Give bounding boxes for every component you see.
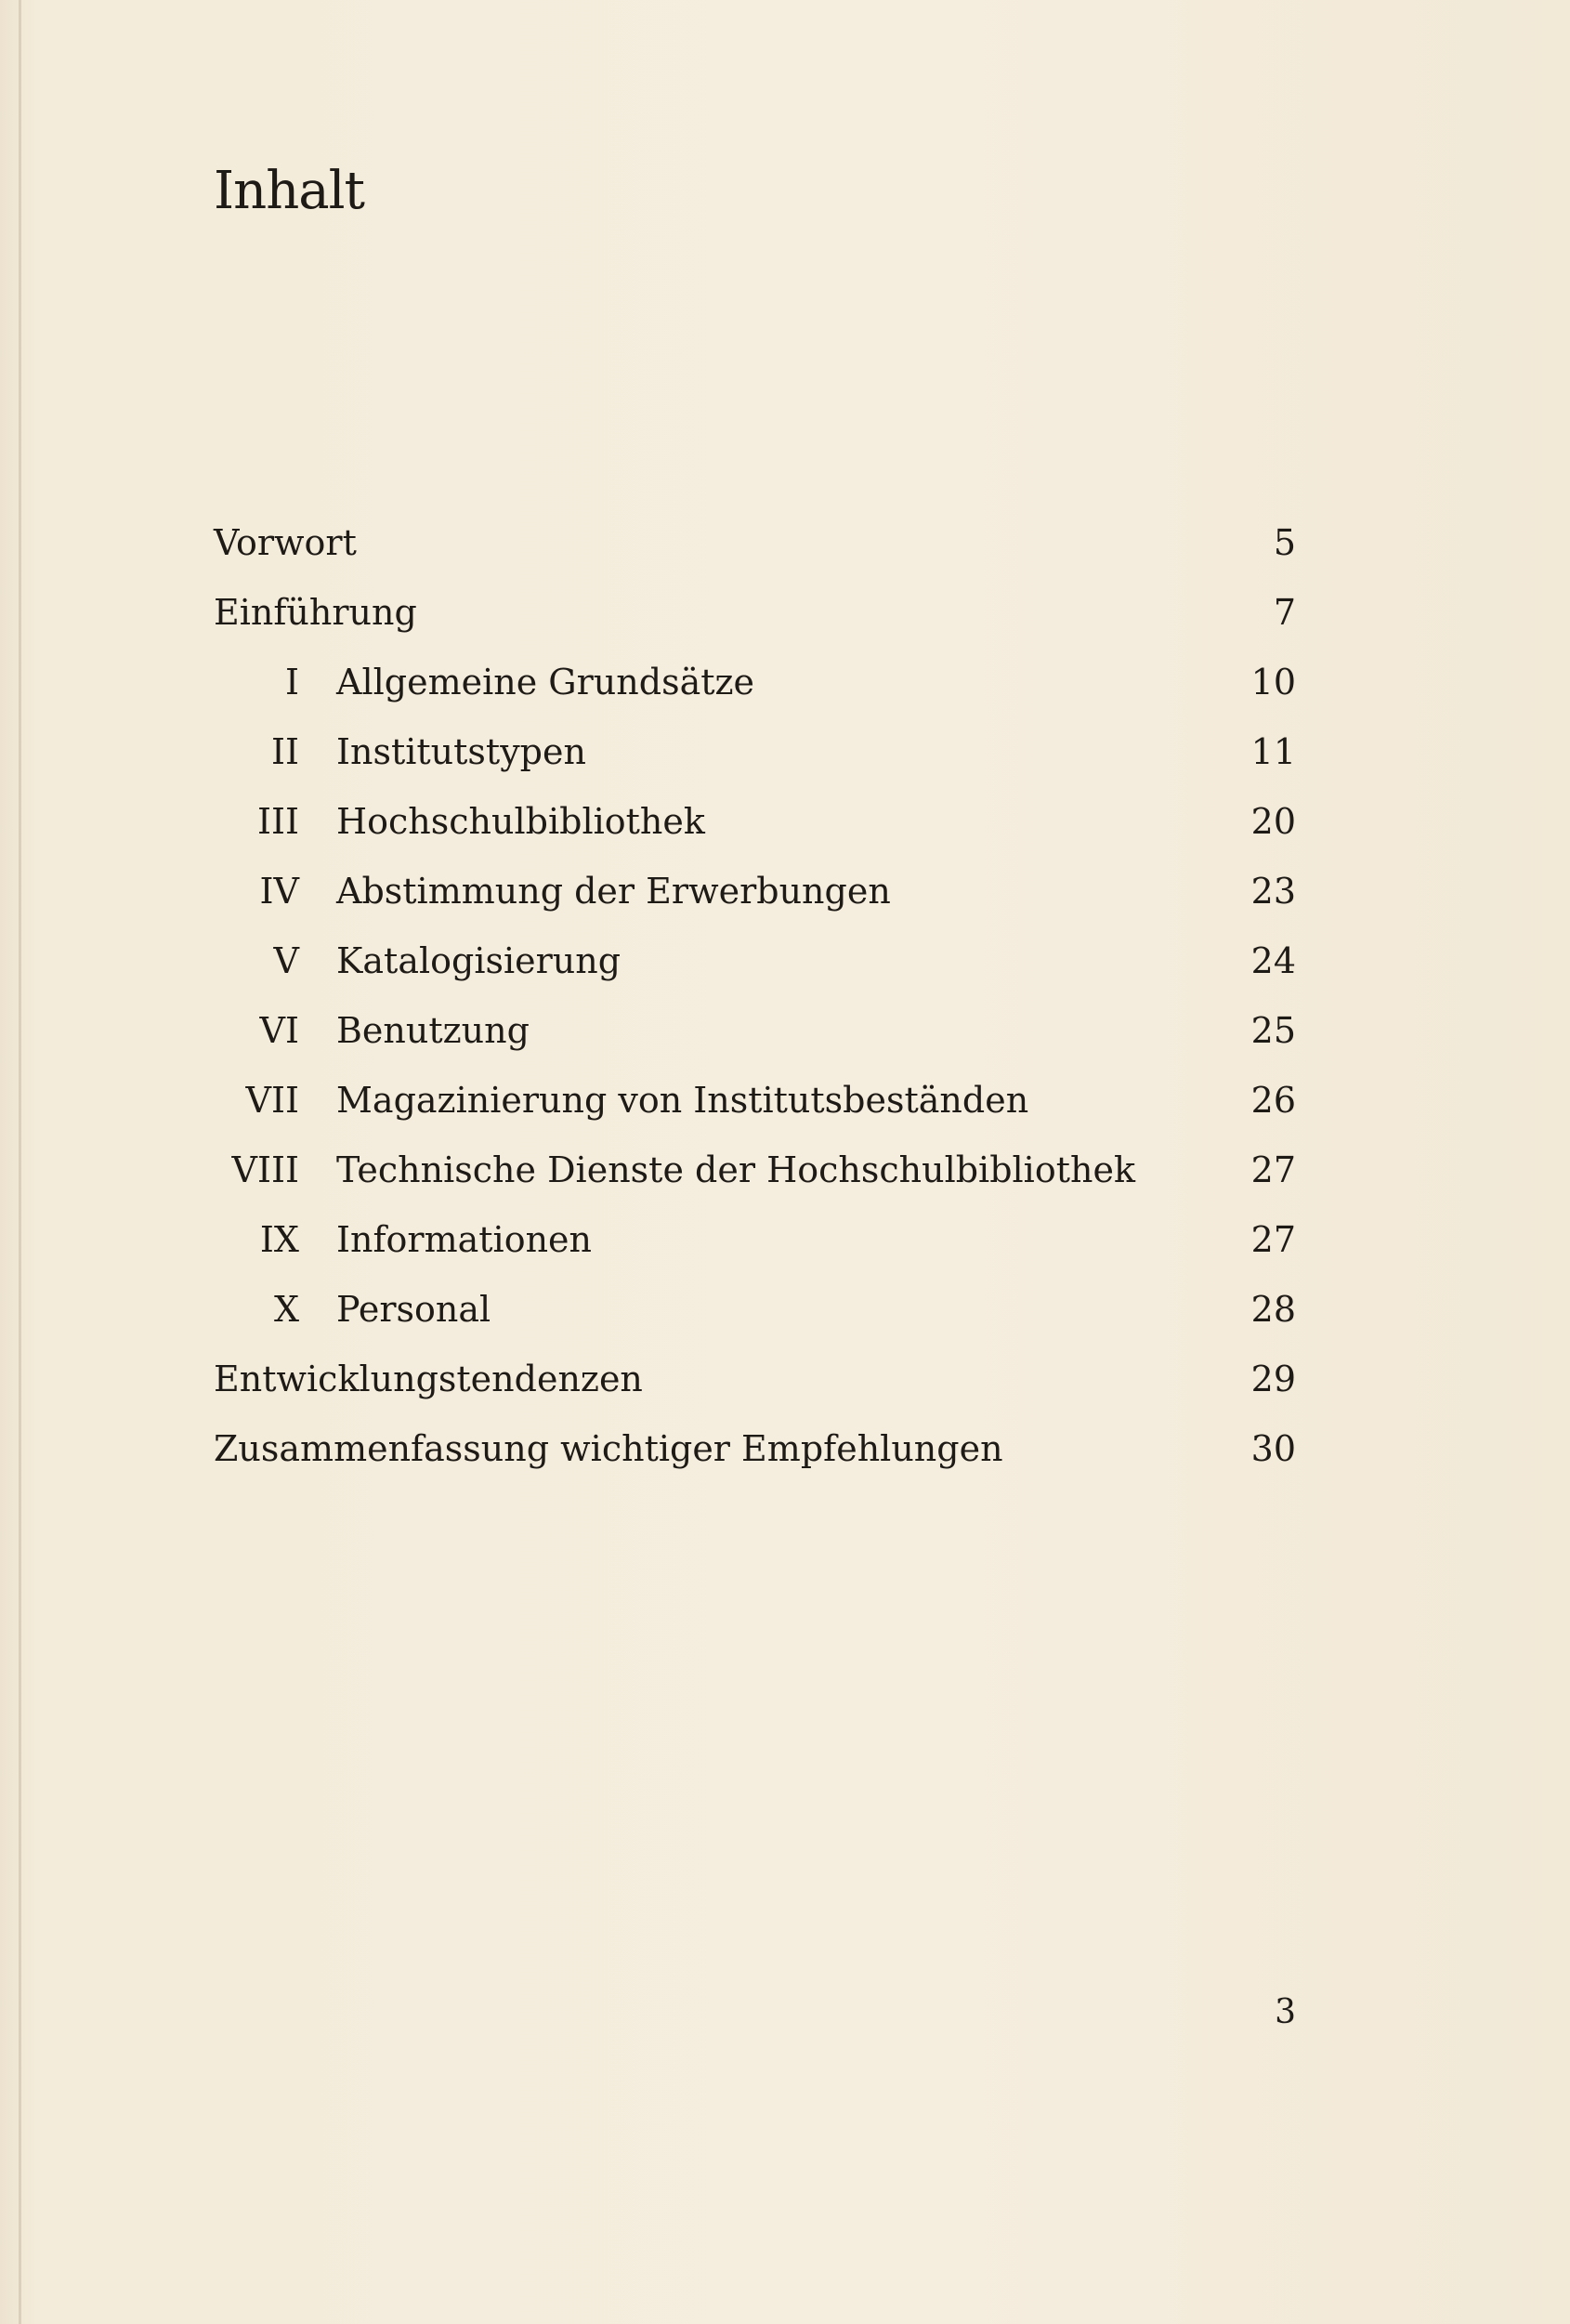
toc-entry-page: 7 [1273, 592, 1296, 633]
spine-edge [19, 0, 21, 2324]
toc-entry-label: Personal [336, 1289, 491, 1330]
toc-entry-number: III [256, 801, 299, 842]
toc-entry-number: IV [259, 871, 299, 912]
toc-entry[interactable] [214, 1357, 1296, 1426]
toc-entry[interactable] [214, 520, 1296, 590]
toc-entry-label: Abstimmung der Erwerbungen [336, 871, 891, 912]
toc-entry[interactable] [214, 1426, 1296, 1496]
table-of-contents [214, 520, 1296, 1496]
toc-entry-page: 30 [1250, 1428, 1296, 1469]
toc-entry-label: Einführung [214, 592, 417, 633]
toc-entry[interactable] [214, 869, 1296, 939]
toc-entry-page: 10 [1250, 662, 1296, 702]
toc-entry-page: 25 [1250, 1010, 1296, 1051]
toc-entry-page: 28 [1250, 1289, 1296, 1330]
toc-entry-label: Allgemeine Grundsätze [336, 662, 755, 702]
toc-entry-number: II [270, 731, 299, 772]
toc-entry-page: 20 [1250, 801, 1296, 842]
toc-entry[interactable] [214, 729, 1296, 799]
toc-entry-page: 27 [1250, 1219, 1296, 1260]
toc-entry-number: VIII [231, 1149, 299, 1190]
toc-entry[interactable] [214, 1217, 1296, 1287]
toc-entry[interactable] [214, 1008, 1296, 1078]
toc-entry[interactable] [214, 1078, 1296, 1148]
toc-entry-page: 5 [1273, 522, 1296, 563]
toc-entry-label: Technische Dienste der Hochschulbibliothek [336, 1149, 1135, 1190]
toc-entry-label: Vorwort [214, 522, 357, 563]
toc-entry-label: Katalogisierung [336, 940, 621, 981]
toc-entry-label: Entwicklungstendenzen [214, 1359, 643, 1399]
toc-entry-label: Zusammenfassung wichtiger Empfehlungen [214, 1428, 1003, 1469]
toc-entry[interactable] [214, 1148, 1296, 1217]
toc-entry[interactable] [214, 590, 1296, 660]
toc-entry[interactable] [214, 1287, 1296, 1357]
toc-entry-label: Magazinierung von Institutsbeständen [336, 1080, 1029, 1121]
toc-entry-number: VI [259, 1010, 299, 1051]
toc-entry-page: 23 [1250, 871, 1296, 912]
toc-entry-label: Hochschulbibliothek [336, 801, 705, 842]
toc-entry-page: 29 [1250, 1359, 1296, 1399]
toc-entry-page: 26 [1250, 1080, 1296, 1121]
toc-entry-number: X [273, 1289, 299, 1330]
toc-entry-label: Informationen [336, 1219, 593, 1260]
toc-entry-number: V [273, 940, 299, 981]
toc-entry-number: IX [259, 1219, 299, 1260]
toc-entry-label: Institutstypen [336, 731, 586, 772]
toc-entry-number: VII [245, 1080, 299, 1121]
toc-entry[interactable] [214, 799, 1296, 869]
page-number: 3 [1275, 1993, 1296, 2031]
toc-entry-page: 11 [1250, 731, 1296, 772]
toc-entry-label: Benutzung [336, 1010, 530, 1051]
page-title: Inhalt [214, 161, 365, 221]
toc-entry-page: 27 [1250, 1149, 1296, 1190]
toc-entry-page: 24 [1250, 940, 1296, 981]
toc-entry[interactable] [214, 660, 1296, 729]
toc-entry[interactable] [214, 939, 1296, 1008]
toc-entry-number: I [284, 662, 299, 702]
